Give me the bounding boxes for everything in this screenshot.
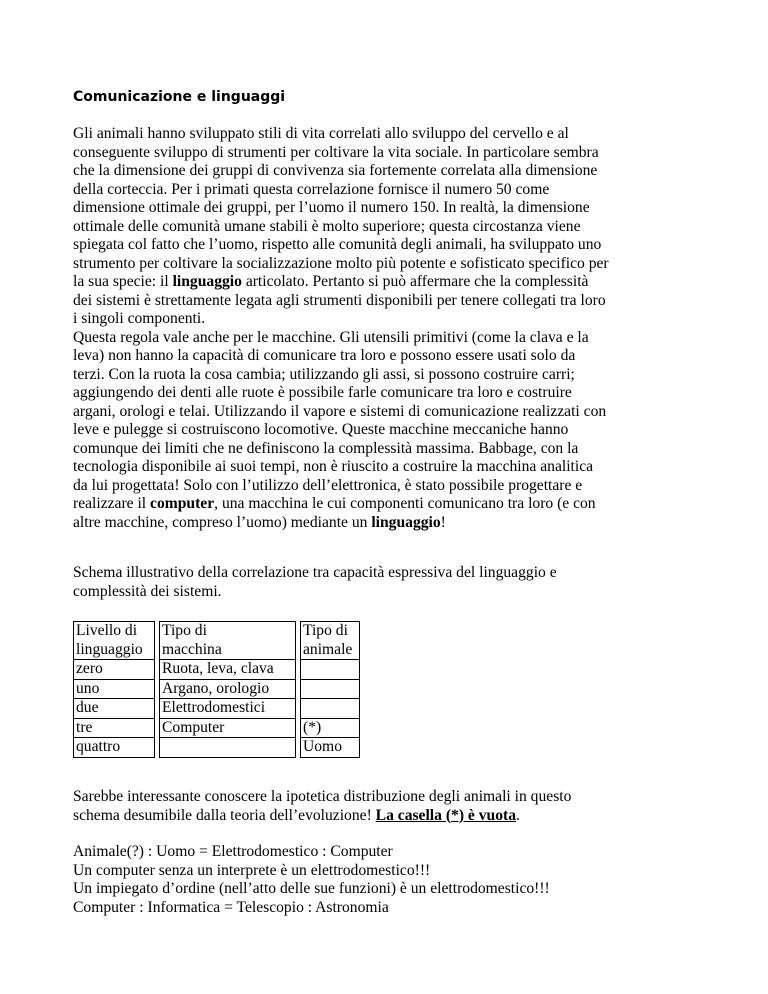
table-cell: uno <box>74 679 155 699</box>
paragraph-line: Sarebbe interessante conoscere la ipotetica distribuzione degli animali in questo <box>73 788 572 805</box>
intro-paragraph <box>73 125 713 532</box>
paragraph-line: Un impiegato d’ordine (nell’atto delle sue funzioni) è un elettrodomestico!!! <box>73 880 550 897</box>
empty-cell-note: La casella (*) è vuota <box>375 806 516 824</box>
table-row <box>74 699 360 719</box>
paragraph-line: leva) non hanno la capacità di comunicare tra loro e possono essere usati solo da <box>73 347 576 364</box>
table-cell: Elettrodomestici <box>160 699 296 719</box>
table-header-row <box>74 622 360 660</box>
text-run: realizzare il <box>73 495 151 512</box>
paragraph-line: aggiungendo dei denti alle ruote è possibile farle comunicare tra loro e costruire <box>73 384 572 401</box>
paragraph-line: dei sistemi è strettamente legata agli strumenti disponibili per tenere collegati tra loro <box>73 291 606 309</box>
table-cell: zero <box>74 660 155 680</box>
table-row <box>74 679 360 699</box>
evolution-paragraph <box>73 788 713 825</box>
paragraph-line: terzi. Con la ruota la cosa cambia; utilizzando gli assi, si possono costruire carri; <box>73 365 575 383</box>
table-cell: Uomo <box>301 738 360 758</box>
paragraph-line <box>73 807 713 826</box>
paragraph-line: della corteccia. Per i primati questa correlazione fornisce il numero 50 come <box>73 180 550 198</box>
table-row <box>74 718 360 738</box>
table-row <box>74 660 360 680</box>
paragraph-line: comunque dei limiti che ne definiscono la complessità massima. Babbage, con la <box>73 439 579 457</box>
bold-term: linguaggio <box>172 273 242 290</box>
paragraph-line: argani, orologi e telai. Utilizzando il vapore e sistemi di comunicazione realizzati con <box>73 402 607 420</box>
paragraph-line: Questa regola vale anche per le macchine. Gli utensili primitivi (come la clava e la <box>73 328 589 346</box>
paragraph-line <box>73 514 713 533</box>
header-cell-animal: Tipo di animale <box>301 622 360 660</box>
paragraph-line: leve e pulegge si costruiscono locomotive. Queste macchine meccaniche hanno <box>73 421 569 438</box>
table-cell <box>160 738 296 758</box>
paragraph-line <box>73 273 713 292</box>
header-cell-level: Livello di linguaggio <box>74 622 155 660</box>
bold-term: computer <box>150 495 215 512</box>
text-run: articolato. Pertanto si può affermare che la complessità <box>241 273 589 290</box>
table-cell <box>301 660 360 680</box>
table-cell: Argano, orologio <box>160 679 296 699</box>
paragraph-line: Animale(?) : Uomo = Elettrodomestico : Computer <box>73 843 393 860</box>
header-cell-machine: Tipo di macchina <box>160 622 296 660</box>
paragraph-line: strumento per coltivare la socializzazione molto più potente e sofisticato specifico per <box>73 254 609 272</box>
schema-caption <box>73 564 713 601</box>
paragraph-line: dimensione ottimale dei gruppi, per l’uomo il numero 150. In realtà, la dimensione <box>73 199 590 216</box>
paragraph-line: tecnologia disponibile ai suoi tempi, non è riuscito a costruire la macchina analitica <box>73 458 594 475</box>
paragraph-line: ottimale delle comunità umane stabili è molto superiore; questa circostanza viene <box>73 217 581 235</box>
text-run: . <box>516 806 520 824</box>
table-cell: Ruota, leva, clava <box>160 660 296 680</box>
text-run: altre macchine, compreso l’uomo) mediante un <box>73 513 372 531</box>
table-cell: (*) <box>301 718 360 738</box>
paragraph-line: complessità dei sistemi. <box>73 582 222 600</box>
table-row <box>74 738 360 758</box>
text-run: la sua specie: il <box>73 273 173 290</box>
bold-term: linguaggio <box>371 513 441 531</box>
analogies-paragraph <box>73 843 713 917</box>
table-cell: Computer <box>160 718 296 738</box>
table-cell: quattro <box>74 738 155 758</box>
paragraph-line <box>73 495 713 514</box>
paragraph-line: Gli animali hanno sviluppato stili di vita correlati allo sviluppo del cervello e al <box>73 125 569 142</box>
paragraph-line: da lui progettata! Solo con l’utilizzo dell’elettronica, è stato possibile progettare e <box>73 476 583 494</box>
page-title: Comunicazione e linguaggi <box>73 89 286 105</box>
table-cell: due <box>74 699 155 719</box>
text-run: ! <box>440 513 446 531</box>
paragraph-line: i singoli componenti. <box>73 310 206 327</box>
paragraph-line: Schema illustrativo della correlazione tra capacità espressiva del linguaggio e <box>73 564 557 581</box>
paragraph-line: che la dimensione dei gruppi di convivenza sia fortemente correlata alla dimensione <box>73 162 598 179</box>
table-cell <box>301 699 360 719</box>
text-run: , una macchina le cui componenti comunicano tra loro (e con <box>214 495 596 512</box>
table-cell: tre <box>74 718 155 738</box>
paragraph-line: spiegata col fatto che l’uomo, rispetto alle comunità degli animali, ha sviluppato uno <box>73 236 602 253</box>
schema-table <box>73 621 360 758</box>
paragraph-line: Un computer senza un interprete è un elettrodomestico!!! <box>73 861 431 879</box>
text-run: schema desumibile dalla teoria dell’evoluzione! <box>73 806 376 824</box>
paragraph-line: conseguente sviluppo di strumenti per coltivare la vita sociale. In particolare sembra <box>73 143 599 161</box>
table-cell <box>301 679 360 699</box>
paragraph-line: Computer : Informatica = Telescopio : Astronomia <box>73 898 389 916</box>
